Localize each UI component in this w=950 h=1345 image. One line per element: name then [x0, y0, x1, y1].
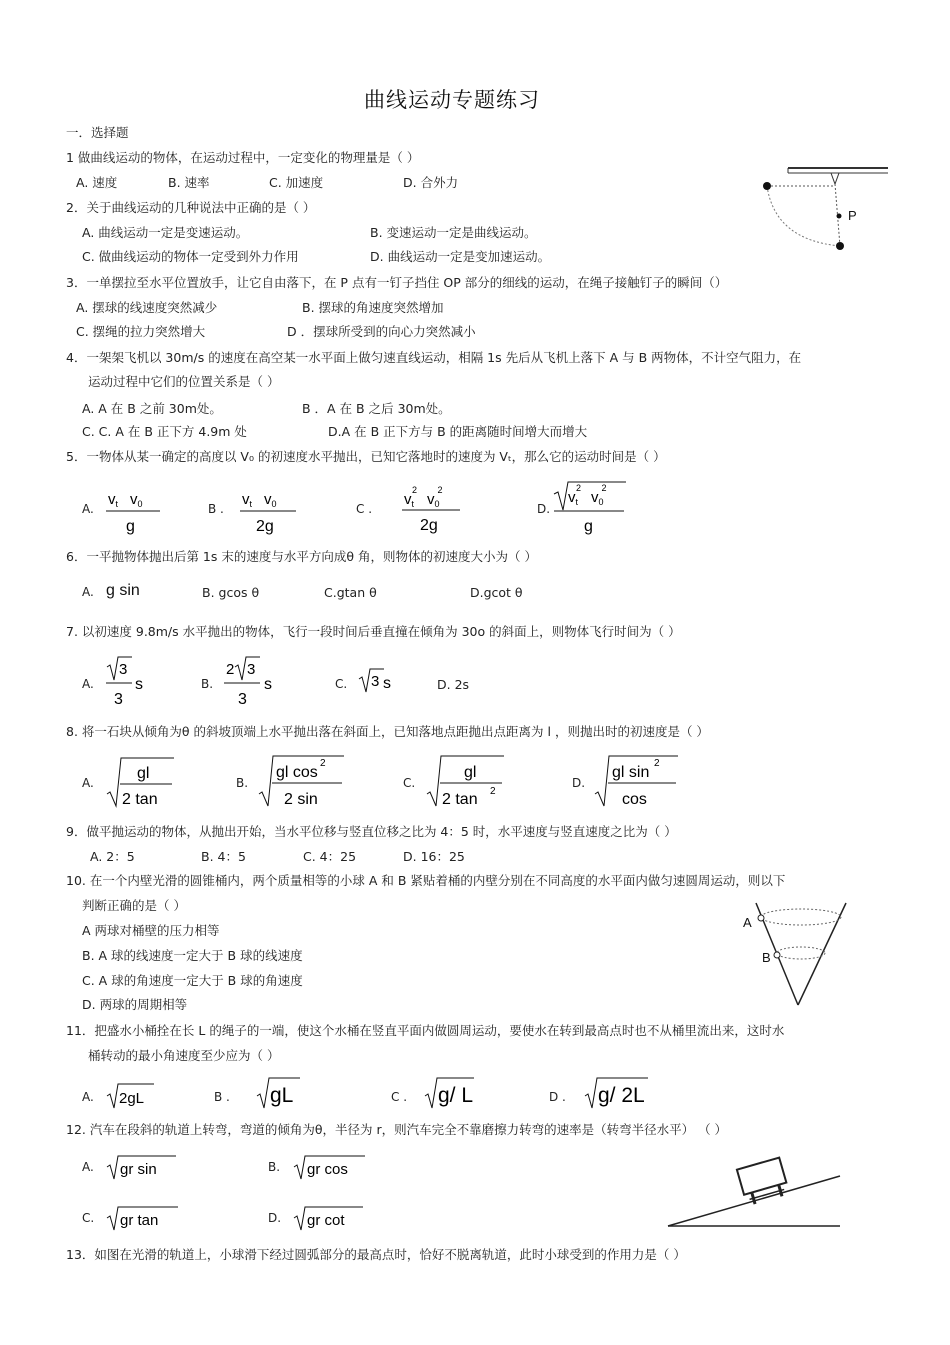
- q7-option-c-formula: [356, 666, 400, 696]
- q10-stem-cont: 判断正确的是（ ）: [82, 898, 186, 913]
- q3-option-c: C. 摆绳的拉力突然增大: [76, 324, 206, 339]
- q5-option-a-formula: [104, 486, 164, 536]
- q12-option-c-formula: [104, 1203, 180, 1233]
- svg-text:3: 3: [114, 691, 123, 708]
- q7-stem: 7. 以初速度 9.8m/s 水平抛出的物体，飞行一段时间后垂直撞在倾角为 30o 的斜面上，则物体飞行时间为（ ）: [66, 624, 681, 639]
- q11-stem-cont: 桶转动的最小角速度至少应为（ ）: [88, 1048, 280, 1063]
- q6-option-a-formula: g sin: [106, 582, 140, 599]
- q11-option-a-label: A.: [82, 1090, 94, 1104]
- q4-option-d: D.A 在 B 正下方与 B 的距离随时间增大而增大: [328, 424, 588, 439]
- svg-text:s: s: [264, 676, 272, 693]
- q6-option-d: D.gcot θ: [470, 585, 523, 600]
- q1-option-b: B. 速率: [168, 175, 210, 190]
- q12-option-c-label: C.: [82, 1211, 95, 1225]
- q7-option-b-formula: [222, 654, 280, 710]
- q5-option-c-label: C .: [356, 502, 373, 516]
- q11-option-d-formula: [582, 1074, 652, 1112]
- svg-text:gl cos: gl cos: [276, 764, 318, 781]
- svg-text:vtv0: $v_t$ $v_0$: [242, 491, 277, 509]
- svg-text:gr cot: gr cot: [307, 1212, 345, 1229]
- q12-option-d-formula: [291, 1203, 365, 1233]
- q1-option-c: C. 加速度: [269, 175, 324, 190]
- q5-option-a-label: A.: [82, 502, 94, 516]
- q6-option-c: C.gtan θ: [324, 585, 377, 600]
- q8-option-a-label: A.: [82, 776, 94, 790]
- q10-option-a: A 两球对桶壁的压力相等: [82, 923, 220, 938]
- q5-option-b-formula: [238, 486, 302, 536]
- q4-option-a: A. A 在 B 之前 30m处。: [82, 401, 222, 416]
- q5-option-c-formula: [400, 480, 464, 536]
- q8-option-b-label: B.: [236, 776, 249, 790]
- q10-option-c: C. A 球的角速度一定大于 B 球的角速度: [82, 973, 303, 988]
- q12-option-b-formula: [291, 1152, 369, 1182]
- svg-text:s: s: [383, 675, 391, 692]
- q6-stem: 6．一平抛物体抛出后第 1s 末的速度与水平方向成θ 角，则物体的初速度大小为（ ）: [66, 549, 537, 564]
- pendulum-label-p: P: [848, 208, 857, 223]
- cone-figure: [738, 895, 858, 1010]
- q12-option-a-formula: [104, 1152, 178, 1182]
- q4-option-b: B ．A 在 B 之后 30m处。: [302, 401, 451, 416]
- svg-text:2: 2: [320, 758, 326, 769]
- q8-option-b-formula: [256, 752, 350, 810]
- svg-text:gr cos: gr cos: [307, 1161, 348, 1178]
- q12-stem: 12. 汽车在段斜的轨道上转弯，弯道的倾角为θ，半径为 r，则汽车完全不靠磨擦力转弯的速率是（转弯半径水平） （ ）: [66, 1122, 728, 1137]
- q10-stem: 10. 在一个内壁光滑的圆锥桶内，两个质量相等的小球 A 和 B 紧贴着桶的内壁分别在不同高度的水平面内做匀速圆周运动，则以下: [66, 873, 786, 888]
- q11-option-b-formula: [254, 1074, 304, 1112]
- q12-option-b-label: B.: [268, 1160, 281, 1174]
- q7-option-a-label: A.: [82, 677, 94, 691]
- svg-text:2 sin: 2 sin: [284, 791, 318, 808]
- svg-text:gl sin: gl sin: [612, 764, 650, 781]
- banked-car-figure: [664, 1148, 844, 1232]
- q1-stem: 1 做曲线运动的物体，在运动过程中，一定变化的物理量是（ ）: [66, 150, 420, 165]
- q7-option-c-label: C.: [335, 677, 348, 691]
- q4-stem: 4．一架架飞机以 30m/s 的速度在高空某一水平面上做匀速直线运动，相隔 1s 先后从飞机上落下 A 与 B 两物体，不计空气阻力，在: [66, 350, 802, 365]
- pendulum-figure: [755, 160, 895, 260]
- q5-option-d-label: D.: [537, 502, 551, 516]
- svg-text:2 tan: 2 tan: [122, 791, 158, 808]
- svg-text:g: g: [126, 518, 135, 535]
- q5-option-d-formula: [550, 478, 630, 536]
- svg-text:gL: gL: [270, 1084, 294, 1107]
- q7-option-d: D. 2s: [437, 677, 470, 692]
- svg-text:2g: 2g: [420, 517, 438, 534]
- q3-stem: 3．一单摆拉至水平位置放手，让它自由落下，在 P 点有一钉子挡住 OP 部分的细线的运动，在绳子接触钉子的瞬间（）: [66, 275, 728, 290]
- q9-stem: 9．做平抛运动的物体，从抛出开始，当水平位移与竖直位移之比为 4：5 时，水平速度与竖直速度之比为（ ）: [66, 824, 677, 839]
- svg-text:g/ L: g/ L: [438, 1084, 474, 1107]
- q2-option-b: B. 变速运动一定是曲线运动。: [370, 225, 537, 240]
- svg-text:3: 3: [238, 691, 247, 708]
- q2-option-d: D. 曲线运动一定是变加速运动。: [370, 249, 551, 264]
- svg-text:vt2v02: $v_t2v_02$: [568, 483, 607, 507]
- svg-text:2gL: 2gL: [119, 1090, 145, 1107]
- svg-text:cos: cos: [622, 791, 647, 808]
- q6-option-a-label: A.: [82, 585, 94, 599]
- svg-text:2 tan: 2 tan: [442, 791, 478, 808]
- q4-stem-cont: 运动过程中它们的位置关系是（ ）: [88, 374, 280, 389]
- svg-text:gr sin: gr sin: [120, 1161, 157, 1178]
- q11-option-c-label: C .: [391, 1090, 408, 1104]
- svg-text:2g: 2g: [256, 518, 274, 535]
- svg-text:3: 3: [371, 673, 380, 690]
- q12-option-a-label: A.: [82, 1160, 94, 1174]
- q3-option-a: A. 摆球的线速度突然减少: [76, 300, 218, 315]
- q2-stem: 2．关于曲线运动的几种说法中正确的是（ ）: [66, 200, 316, 215]
- svg-text:s: s: [135, 676, 143, 693]
- cone-label-b: B: [762, 950, 771, 965]
- q8-option-a-formula: [104, 754, 178, 810]
- q8-option-d-formula: [592, 752, 684, 810]
- q4-option-c: C. C. A 在 B 正下方 4.9m 处: [82, 424, 247, 439]
- q11-option-b-label: B .: [214, 1090, 230, 1104]
- q8-option-d-label: D.: [572, 776, 586, 790]
- q7-option-a-formula: [104, 654, 152, 710]
- q3-option-b: B. 摆球的角速度突然增加: [302, 300, 444, 315]
- q5-option-b-label: B .: [208, 502, 224, 516]
- q10-option-b: B. A 球的线速度一定大于 B 球的线速度: [82, 948, 303, 963]
- q2-option-a: A. 曲线运动一定是变速运动。: [82, 225, 249, 240]
- q11-option-d-label: D .: [549, 1090, 566, 1104]
- svg-text:gl: gl: [137, 765, 150, 782]
- svg-text:2: 2: [490, 786, 496, 797]
- q11-stem: 11．把盛水小桶拴在长 L 的绳子的一端，使这个水桶在竖直平面内做圆周运动，要使水在转到最高点时也不从桶里流出来，这时水: [66, 1023, 785, 1038]
- q9-option-a: A. 2：5: [90, 849, 135, 864]
- svg-text:g: g: [584, 518, 593, 535]
- q7-option-b-label: B.: [201, 677, 214, 691]
- svg-text:2: 2: [654, 758, 660, 769]
- q9-option-c: C. 4：25: [303, 849, 357, 864]
- q11-option-a-formula: [104, 1080, 156, 1112]
- q3-option-d: D ．摆球所受到的向心力突然减小: [287, 324, 476, 339]
- cone-label-a: A: [743, 915, 752, 930]
- q6-option-b: B. gcos θ: [202, 585, 260, 600]
- q13-stem: 13．如图在光滑的轨道上，小球滑下经过圆弧部分的最高点时，恰好不脱离轨道，此时小球受到的作用力是（ ）: [66, 1247, 686, 1262]
- q9-option-d: D. 16：25: [403, 849, 465, 864]
- svg-text:g/ 2L: g/ 2L: [598, 1084, 645, 1107]
- q11-option-c-formula: [422, 1074, 478, 1112]
- svg-text:gl: gl: [464, 764, 477, 781]
- q8-stem: 8. 将一石块从倾角为θ 的斜坡顶端上水平抛出落在斜面上，已知落地点距抛出点距离为 l ，则抛出时的初速度是（ ）: [66, 724, 709, 739]
- q5-stem: 5．一物体从某一确定的高度以 V₀ 的初速度水平抛出，已知它落地时的速度为 Vₜ，那么它的运动时间是（ ）: [66, 449, 666, 464]
- q2-option-c: C. 做曲线运动的物体一定受到外力作用: [82, 249, 299, 264]
- svg-text:vt2v02: $v_t2v_02$: [404, 485, 443, 509]
- q1-option-a: A. 速度: [76, 175, 118, 190]
- q9-option-b: B. 4：5: [201, 849, 246, 864]
- svg-text:vtv0: $v_t$ $v_0$: [108, 491, 143, 509]
- svg-text:3: 3: [247, 661, 256, 678]
- page-title: 曲线运动专题练习: [364, 88, 540, 112]
- svg-text:2: 2: [226, 661, 235, 678]
- q10-option-d: D. 两球的周期相等: [82, 997, 188, 1012]
- q8-option-c-label: C.: [403, 776, 416, 790]
- section-heading: 一．选择题: [66, 125, 129, 140]
- svg-text:3: 3: [119, 661, 128, 678]
- q12-option-d-label: D.: [268, 1211, 282, 1225]
- svg-text:gr tan: gr tan: [120, 1212, 159, 1229]
- q8-option-c-formula: [424, 752, 508, 810]
- q1-option-d: D. 合外力: [403, 175, 459, 190]
